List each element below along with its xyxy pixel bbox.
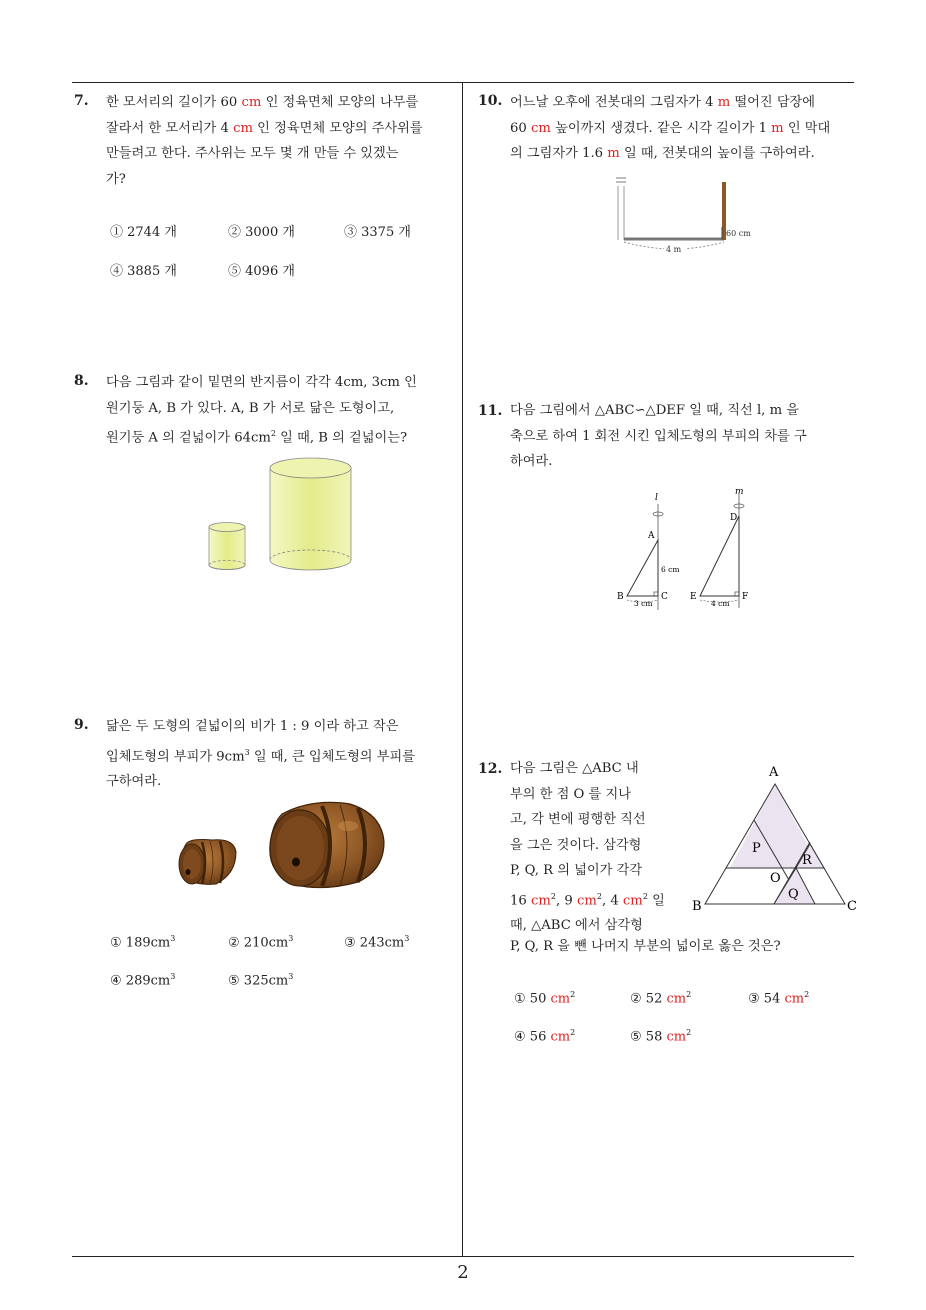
q10-number: 10. <box>478 93 503 109</box>
q11-text: 다음 그림에서 △ABC∽△DEF 일 때, 직선 l, m 을 축으로 하여 1 회전 시킨 입체도형의 부피의 차를 구 하여라. <box>510 403 807 469</box>
q12-choice-3[interactable]: ③ 54 $cm^2$ <box>748 990 810 1007</box>
q9-choice-5[interactable]: ⑤ $325cm^3$ <box>228 972 294 989</box>
fig-label-4m: 4 m <box>666 245 682 254</box>
q7-choice-4[interactable]: ④ 3885 개 <box>110 264 177 279</box>
svg-text:Q: Q <box>788 887 799 902</box>
svg-text:3 cm: 3 cm <box>634 599 653 608</box>
q7-text: 한 모서리의 길이가 60 cm 인 정육면체 모양의 나무를 잘라서 한 모서리가 4 cm 인 정육면체 모양의 주사위를 만들려고 한다. 주사위는 모두 몇 개 만들 수 있겠는 가? <box>106 95 423 187</box>
svg-text:C: C <box>661 592 668 602</box>
svg-text:6 cm: 6 cm <box>661 565 680 574</box>
small-barrel <box>179 840 236 885</box>
svg-text:R: R <box>802 853 812 868</box>
q9-choice-2[interactable]: ② $210cm^3$ <box>228 934 294 951</box>
column-divider <box>462 82 463 1256</box>
q7-choice-3[interactable]: ③ 3375 개 <box>344 225 411 240</box>
q12-choice-5[interactable]: ⑤ 58 $cm^2$ <box>630 1028 692 1045</box>
large-barrel <box>270 802 384 887</box>
svg-text:l: l <box>655 493 658 503</box>
q9-barrels-figure <box>172 796 392 892</box>
q12-choice-4[interactable]: ④ 56 $cm^2$ <box>514 1028 576 1045</box>
svg-text:P: P <box>752 841 761 856</box>
q9-choice-1[interactable]: ① $189cm^3$ <box>110 934 176 951</box>
svg-text:4 cm: 4 cm <box>711 599 730 608</box>
fig-label-60cm: 60 cm <box>726 229 751 238</box>
utility-pole <box>616 178 626 240</box>
q8-cylinders-figure <box>200 452 360 574</box>
q12-choice-2[interactable]: ② 52 $cm^2$ <box>630 990 692 1007</box>
svg-text:O: O <box>770 871 781 886</box>
svg-text:A: A <box>769 765 779 780</box>
q9-choice-3[interactable]: ③ $243cm^3$ <box>344 934 410 951</box>
q11-number: 11. <box>478 403 503 419</box>
q8-text: 다음 그림과 같이 밑면의 반지름이 각각 4cm, 3cm 인 원기둥 A, B 가 있다. A, B 가 서로 닮은 도형이고, 원기둥 A 의 겉넓이가 $64cm^2$ 일 때, B 의 겉넓이는? <box>106 375 417 446</box>
bottom-rule <box>72 1256 854 1257</box>
q10-text: 어느날 오후에 전봇대의 그림자가 4 m 떨어진 담장에 60 cm 높이까지 생겼다. 같은 시각 길이가 1 m 인 막대 의 그림자가 1.6 m 일 때, 전봇대의 높이를 구하여라. <box>510 95 831 161</box>
q7-number: 7. <box>74 93 89 109</box>
q7-choice-2[interactable]: ② 3000 개 <box>228 225 295 240</box>
q9-text: 닮은 두 도형의 겉넓이의 비가 1 : 9 이라 하고 작은 입체도형의 부피가 $9cm^3$ 일 때, 큰 입체도형의 부피를 구하여라. <box>106 719 415 790</box>
q12-triangle-figure <box>690 762 860 914</box>
triangle-abc <box>617 493 679 610</box>
page-number: 2 <box>457 1262 469 1283</box>
svg-text:E: E <box>690 592 697 602</box>
q11-triangles-figure <box>610 486 760 616</box>
top-rule <box>72 82 854 83</box>
q8-number: 8. <box>74 373 89 389</box>
q9-choice-4[interactable]: ④ $289cm^3$ <box>110 972 176 989</box>
q12-text-tail: P, Q, R 을 뺀 나머지 부분의 넓이로 옳은 것은? <box>510 939 781 954</box>
q12-text: 다음 그림은 △ABC 내 부의 한 점 O 를 지나 고, 각 변에 평행한 직선 을 그은 것이다. 삼각형 P, Q, R 의 넓이가 각각 16 $cm^2$, 9 $cm^2$, 4 $cm^2$ 일 때, △ABC 에서 삼각형 <box>510 761 665 934</box>
cylinder-a <box>209 523 245 570</box>
svg-text:D: D <box>730 513 738 523</box>
cylinder-b <box>270 458 351 570</box>
svg-text:B: B <box>617 592 624 602</box>
svg-text:B: B <box>692 899 702 914</box>
q9-number: 9. <box>74 717 89 733</box>
q7-choice-1[interactable]: ① 2744 개 <box>110 225 177 240</box>
svg-text:m: m <box>735 487 744 497</box>
svg-text:C: C <box>847 899 857 914</box>
q12-choice-1[interactable]: ① 50 $cm^2$ <box>514 990 576 1007</box>
q7-choice-5[interactable]: ⑤ 4096 개 <box>228 264 295 279</box>
triangle-def <box>690 487 748 608</box>
svg-text:F: F <box>742 592 749 602</box>
q12-number: 12. <box>478 761 503 777</box>
q10-pole-wall-figure <box>608 172 758 258</box>
svg-text:A: A <box>648 531 655 541</box>
